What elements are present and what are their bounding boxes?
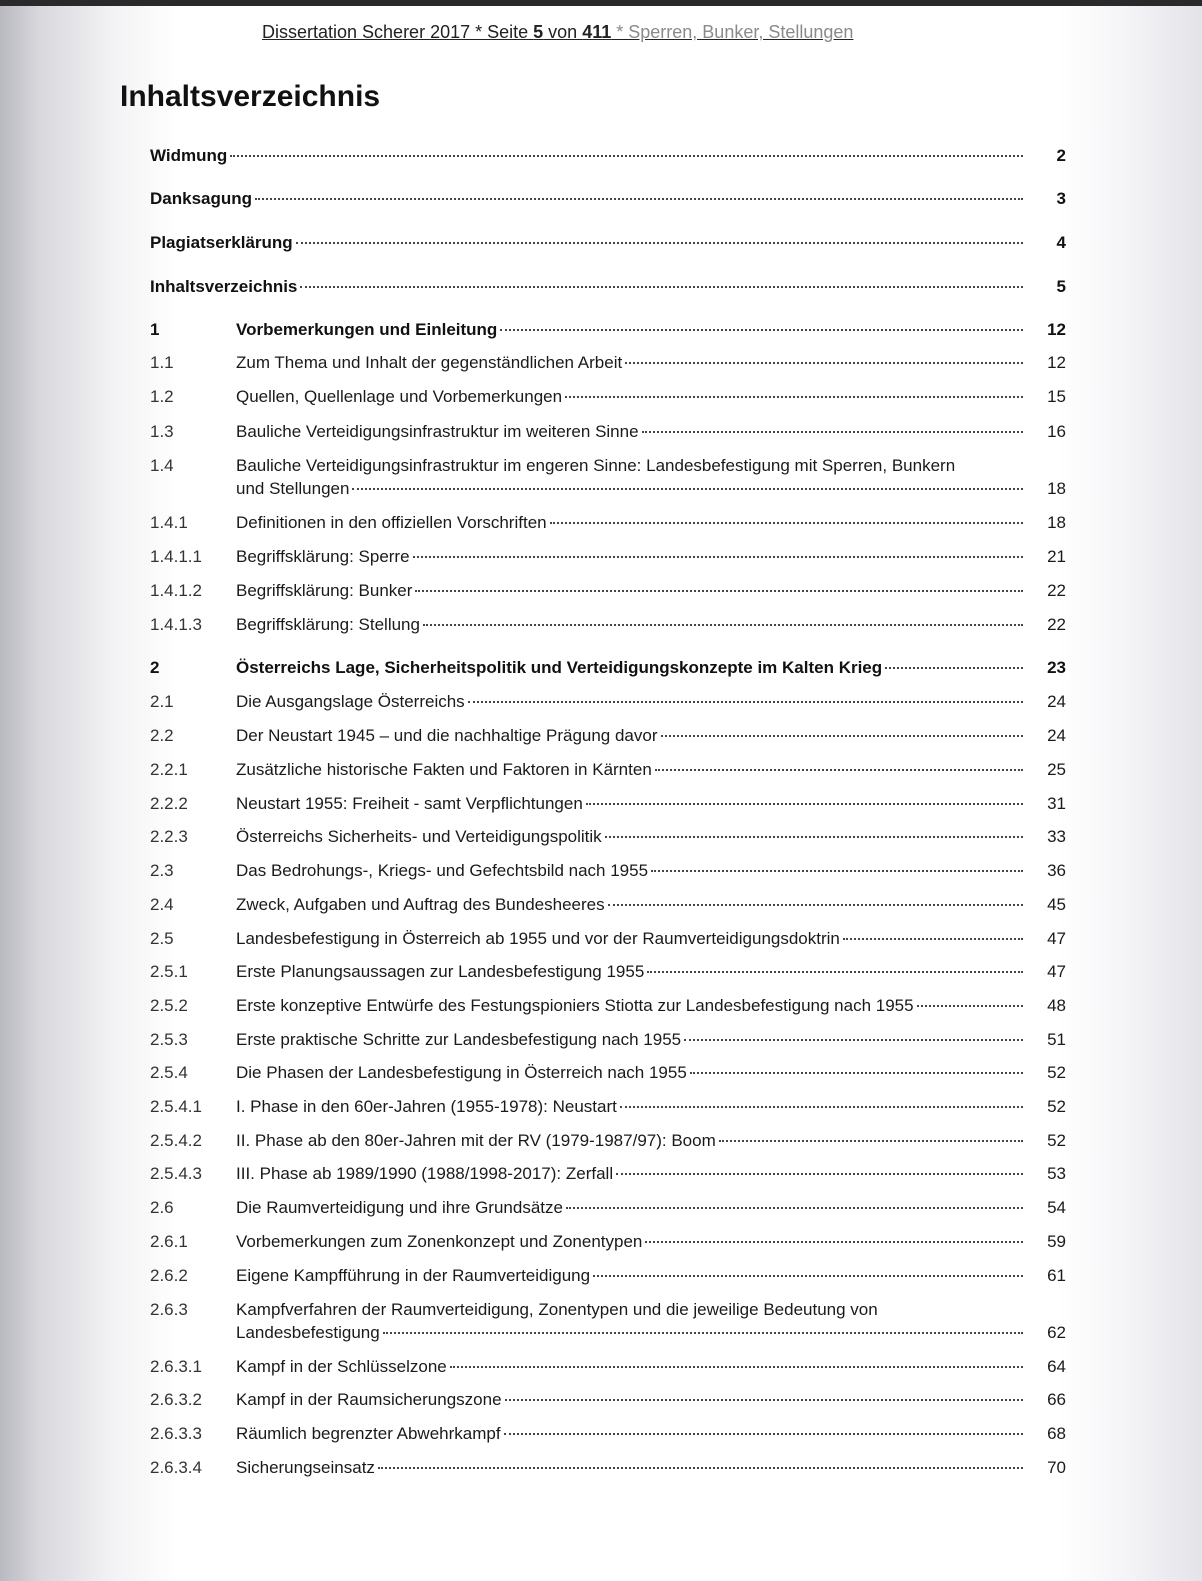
toc-entry-number: 2.6.3.2 [150,1390,202,1409]
dot-leader [300,286,1023,288]
toc-entry-title: Widmung [150,146,228,165]
toc-entry-title: Räumlich begrenzter Abwehrkampf [236,1424,501,1443]
toc-entry-number: 1.4 [150,456,174,475]
toc-entry-page: 2 [1056,146,1066,165]
toc-entry-page: 52 [1047,1131,1066,1150]
toc-entry-page: 59 [1047,1232,1066,1251]
toc-entry-page: 4 [1056,233,1066,252]
toc-entry-number: 2.6.3.1 [150,1357,202,1376]
toc-entry-number: 2.2.1 [150,760,188,779]
toc-entry-title: Zweck, Aufgaben und Auftrag des Bundesheeres [236,895,605,914]
toc-entry-title: Begriffsklärung: Bunker [236,581,413,600]
toc-entry-title: Begriffsklärung: Sperre [236,547,410,566]
toc-entry-page: 3 [1056,189,1066,208]
dot-leader [296,242,1023,244]
toc-entry-page: 64 [1047,1357,1066,1376]
dot-leader [415,590,1023,592]
running-header [262,22,942,46]
toc-entry-number: 2.2.3 [150,827,188,846]
dot-leader [605,836,1023,838]
toc-entry-title: Neustart 1955: Freiheit - samt Verpflichtungen [236,794,583,813]
toc-entry-number: 2.1 [150,692,174,711]
toc-entry-number: 2.6.2 [150,1266,188,1285]
toc-entry-number: 2.2 [150,726,174,745]
toc-entry-page: 53 [1047,1164,1066,1183]
toc-entry-title: Kampfverfahren der Raumverteidigung, Zonentypen und die jeweilige Bedeutung von [236,1300,878,1319]
dot-leader [647,971,1023,973]
toc-entry-page: 21 [1047,547,1066,566]
toc-entry-number: 2.6.3.3 [150,1424,202,1443]
toc-entry-page: 31 [1047,794,1066,813]
toc-entry-number: 1.4.1.3 [150,615,202,634]
toc-entry-title: Erste praktische Schritte zur Landesbefestigung nach 1955 [236,1030,682,1049]
toc-entry-title: Der Neustart 1945 – und die nachhaltige Prägung davor [236,726,658,745]
toc-entry-title: Zum Thema und Inhalt der gegenständlichen Arbeit [236,353,623,372]
toc-entry-page: 68 [1047,1424,1066,1443]
dot-leader [917,1005,1023,1007]
toc-entry-title: Erste Planungsaussagen zur Landesbefestigung 1955 [236,962,645,981]
toc-entry-page: 54 [1047,1198,1066,1217]
toc-entry-title: Vorbemerkungen und Einleitung [236,320,498,339]
page-title: Inhaltsverzeichnis [120,80,381,113]
toc-entry-title: Plagiatserklärung [150,233,293,252]
header-total: 411 [582,22,612,42]
dot-leader [230,155,1023,157]
dot-leader [608,904,1023,906]
dot-leader [450,1366,1023,1368]
toc-entry-page: 18 [1047,479,1066,498]
toc-entry-page: 12 [1047,353,1066,372]
toc-entry-number: 1.4.1.2 [150,581,202,600]
toc-entry-page: 24 [1047,692,1066,711]
toc-entry-number: 2.5.2 [150,996,188,1015]
toc-entry-number: 1.2 [150,387,174,406]
toc-entry-page: 15 [1047,387,1066,406]
toc-entry-title: Die Ausgangslage Österreichs [236,692,465,711]
toc-entry-title: Vorbemerkungen zum Zonenkonzept und Zonentypen [236,1232,643,1251]
toc-entry-number: 2.6.3 [150,1300,188,1319]
toc-entry-page: 24 [1047,726,1066,745]
toc-entry-title: Danksagung [150,189,253,208]
dot-leader [620,1106,1023,1108]
toc-entry-number: 2.6.1 [150,1232,188,1251]
dot-leader [616,1173,1023,1175]
toc-entry-page: 25 [1047,760,1066,779]
dot-leader [642,431,1023,433]
toc-entry-title: Die Phasen der Landesbefestigung in Österreich nach 1955 [236,1063,687,1082]
dot-leader [255,198,1023,200]
toc-entry-title: Österreichs Lage, Sicherheitspolitik und Verteidigungskonzepte im Kalten Krieg [236,658,883,677]
toc-entry-page: 51 [1047,1030,1066,1049]
dot-leader [378,1467,1023,1469]
dot-leader [661,735,1023,737]
toc-entry-title: Bauliche Verteidigungsinfrastruktur im engeren Sinne: Landesbefestigung mit Sperren, Bunkern [236,456,956,475]
toc-entry-title: Kampf in der Raumsicherungszone [236,1390,502,1409]
toc-entry-number: 2.5.4 [150,1063,188,1082]
toc-entry-page: 33 [1047,827,1066,846]
toc-entry-number: 1 [150,320,160,339]
dot-leader [645,1241,1023,1243]
toc-entry-page: 52 [1047,1097,1066,1116]
dot-leader [885,667,1023,669]
toc-entry-number: 1.1 [150,353,174,372]
toc-entry-title: Sicherungseinsatz [236,1458,375,1477]
header-post: * Sperren, Bunker, Stellungen [611,22,854,42]
scan-edge [0,0,1202,6]
header-pre: Dissertation Scherer 2017 * Seite [262,22,534,42]
dot-leader [423,624,1023,626]
toc-entry-title: Die Raumverteidigung und ihre Grundsätze [236,1198,563,1217]
toc-entry-number: 2.6.3.4 [150,1458,202,1477]
toc-entry-page: 70 [1047,1458,1066,1477]
toc-entry-number: 2.5 [150,929,174,948]
toc-entry-title: Das Bedrohungs-, Kriegs- und Gefechtsbild nach 1955 [236,861,649,880]
toc-entry-page: 16 [1047,422,1066,441]
toc-entry-title: III. Phase ab 1989/1990 (1988/1998-2017): Zerfall [236,1164,614,1183]
toc-entry-number: 1.4.1 [150,513,188,532]
toc-entry-page: 36 [1047,861,1066,880]
toc-entry-title: Landesbefestigung in Österreich ab 1955 und vor der Raumverteidigungsdoktrin [236,929,840,948]
dot-leader [690,1072,1023,1074]
toc-entry-page: 45 [1047,895,1066,914]
toc-entry-page: 18 [1047,513,1066,532]
dot-leader [500,329,1023,331]
toc-entry-number: 2.4 [150,895,174,914]
toc-entry-number: 2.5.4.2 [150,1131,202,1150]
toc-entry-title: Eigene Kampfführung in der Raumverteidigung [236,1266,591,1285]
toc-entry-page: 62 [1047,1323,1066,1342]
toc-entry-page: 23 [1047,658,1066,677]
toc-entry-number: 2.6 [150,1198,174,1217]
toc-entry-number: 2.2.2 [150,794,188,813]
toc-entry-page: 48 [1047,996,1066,1015]
toc-entry-page: 5 [1056,277,1066,296]
dot-leader [843,938,1023,940]
dot-leader [625,362,1023,364]
toc-entry-page: 22 [1047,615,1066,634]
toc-entry-number: 2 [150,658,160,677]
toc-entry-page: 12 [1047,320,1066,339]
toc-entry-number: 2.5.3 [150,1030,188,1049]
toc-entry-number: 2.5.4.3 [150,1164,202,1183]
toc-entry-page: 47 [1047,929,1066,948]
dot-leader [468,701,1023,703]
dot-leader [505,1399,1023,1401]
dot-leader [566,1207,1023,1209]
dot-leader [504,1433,1023,1435]
dot-leader [684,1039,1023,1041]
toc-entry-title: Kampf in der Schlüsselzone [236,1357,447,1376]
dot-leader [593,1275,1023,1277]
dot-leader [655,769,1023,771]
toc-entry-title: Österreichs Sicherheits- und Verteidigungspolitik [236,827,602,846]
dot-leader [586,803,1023,805]
toc-entry-title: Quellen, Quellenlage und Vorbemerkungen [236,387,563,406]
toc-entry-page: 66 [1047,1390,1066,1409]
header-mid: von [543,22,583,42]
toc-entry-title: II. Phase ab den 80er-Jahren mit der RV (1979-1987/97): Boom [236,1131,716,1150]
toc-entry-title-continued: und Stellungen [236,479,350,498]
dot-leader [651,870,1023,872]
dot-leader [565,396,1023,398]
toc-entry-page: 61 [1047,1266,1066,1285]
toc-entry-title: Definitionen in den offiziellen Vorschriften [236,513,547,532]
header-page: 5 [533,22,544,42]
dot-leader [352,488,1023,490]
dot-leader [550,522,1023,524]
toc-entry-page: 47 [1047,962,1066,981]
toc-entry-title: Erste konzeptive Entwürfe des Festungspioniers Stiotta zur Landesbefestigung nach 1955 [236,996,914,1015]
toc-entry-number: 2.5.1 [150,962,188,981]
toc-entry-title: Begriffsklärung: Stellung [236,615,420,634]
toc-entry-title: Zusätzliche historische Fakten und Faktoren in Kärnten [236,760,652,779]
toc-entry-number: 1.4.1.1 [150,547,202,566]
toc-entry-page: 22 [1047,581,1066,600]
toc-entry-title: Bauliche Verteidigungsinfrastruktur im weiteren Sinne [236,422,639,441]
dot-leader [719,1140,1023,1142]
toc-entry-title-continued: Landesbefestigung [236,1323,380,1342]
toc-entry-page: 52 [1047,1063,1066,1082]
dot-leader [383,1332,1023,1334]
toc-entry-number: 2.5.4.1 [150,1097,202,1116]
dot-leader [413,556,1023,558]
toc-entry-title: I. Phase in den 60er-Jahren (1955-1978): Neustart [236,1097,617,1116]
toc-entry-number: 2.3 [150,861,174,880]
toc-entry-title: Inhaltsverzeichnis [150,277,298,296]
toc-entry-number: 1.3 [150,422,174,441]
